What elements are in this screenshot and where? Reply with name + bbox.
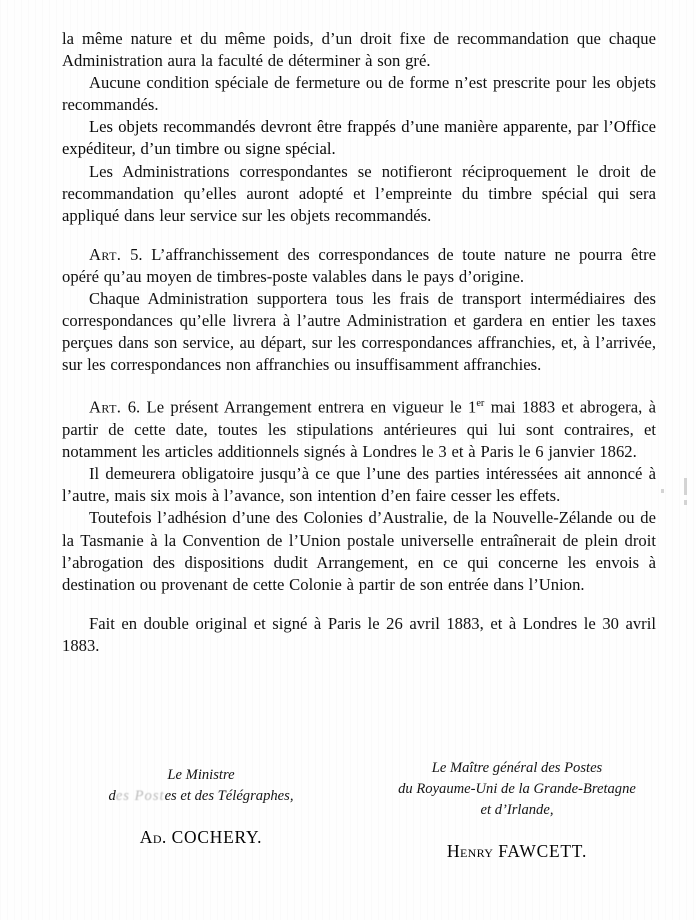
uk-name-surname: FAWCETT. — [498, 841, 588, 861]
scan-artifact-margin-2 — [684, 478, 687, 495]
paragraph-remains-binding: Il demeurera obligatoire jusqu’à ce que l’une des parties intéressées ait annoncé à l’autre, mais six mois à l’avance, son intention d’en faire cesser les effets. — [62, 464, 656, 506]
uk-title-line-3: et d’Irlande, — [480, 802, 554, 818]
france-title-faded-text: es Post — [115, 788, 165, 804]
uk-name-first: Henry — [446, 841, 494, 861]
uk-title-line-2: du Royaume-Uni de la Grande-Bretagne — [398, 781, 636, 797]
ordinal-suffix: er — [476, 398, 485, 410]
article-5-label: Art. — [89, 244, 122, 264]
paragraph-article-6 — [62, 393, 656, 463]
france-title-prefix: d — [108, 788, 116, 804]
spacer-before-article-5 — [62, 227, 656, 244]
spacer-before-article-6 — [62, 376, 656, 393]
france-name-initial: Ad. — [139, 827, 167, 847]
article-5-text: L’affranchissement des correspondances de toute nature ne pourra être opéré qu’au moyen de timbres-poste valables dans le pays d’origine. — [62, 244, 657, 286]
article-6-number: 6. — [127, 397, 141, 417]
uk-signatory-name — [378, 841, 656, 862]
article-6-text-before-ordinal: Le présent Arrangement entrera en vigueur le 1 — [146, 397, 477, 417]
paragraph-transport-costs: Chaque Administration supportera tous les frais de transport intermédiaires des correspondances qu’elle livrera à l’autre Administration et gardera en entier les taxes perçues dans son service, au départ, sur les correspondances affranchies, et, à l’arrivée, sur les correspondances non affranchies ou insuffisamment affranchies. — [62, 289, 656, 375]
spacer-before-closing — [62, 596, 656, 613]
signature-column-uk — [378, 758, 656, 862]
paragraph-article-5 — [62, 244, 656, 288]
signature-block — [62, 758, 656, 862]
body-text-block — [62, 28, 656, 657]
article-6-text-after-ordinal: mai 1883 et abrogera, à partir de cette date, toutes les stipulations antérieures qui lui sont contraires, et notamment les articles additionnels signés à Londres le 3 et à Paris le 6 janvier 1862. — [62, 397, 656, 462]
france-signatory-title — [62, 765, 340, 807]
article-5-number: 5. — [130, 244, 143, 264]
france-name-surname: COCHERY. — [171, 827, 263, 847]
scan-artifact-margin-3 — [684, 500, 687, 505]
france-signatory-name — [62, 827, 340, 848]
france-title-line-2 — [62, 786, 340, 807]
paragraph-administrations-notify: Les Administrations correspondantes se notifieront réciproquement le droit de recommandation qu’elles auront adopté et l’empreinte du timbre spécial qui sera appliqué dans leur service sur les objets recommandés. — [62, 161, 656, 225]
france-title-line-1: Le Ministre — [167, 767, 235, 783]
paragraph-same-nature: la même nature et du même poids, d’un droit fixe de recommandation que chaque Administration aura la faculté de déterminer à son gré. — [62, 29, 656, 71]
paragraph-registered-items-marking: Les objets recommandés devront être frappés d’une manière apparente, par l’Office expéditeur, d’un timbre ou signe spécial. — [62, 117, 656, 159]
france-title-suffix: es et des Télégraphes, — [164, 788, 294, 804]
paragraph-done-in-duplicate: Fait en double original et signé à Paris le 26 avril 1883, et à Londres le 30 avril 1883. — [62, 613, 656, 655]
article-6-label: Art. — [89, 397, 122, 417]
signature-column-france — [62, 758, 340, 848]
uk-signatory-title — [378, 758, 656, 821]
paragraph-no-special-condition: Aucune condition spéciale de fermeture ou de forme n’est prescrite pour les objets recommandés. — [62, 73, 656, 115]
paragraph-colonies-accession: Toutefois l’adhésion d’une des Colonies d’Australie, de la Nouvelle-Zélande ou de la Tasmanie à la Convention de l’Union postale universelle entraînerait de plein droit l’abrogation des dispositions dudit Arrangement, en ce qui concerne les envois à destination ou provenant de cette Colonie à partir de son entrée dans l’Union. — [62, 508, 656, 594]
uk-title-line-1: Le Maître général des Postes — [431, 760, 603, 776]
scan-artifact-margin-1 — [661, 489, 664, 493]
